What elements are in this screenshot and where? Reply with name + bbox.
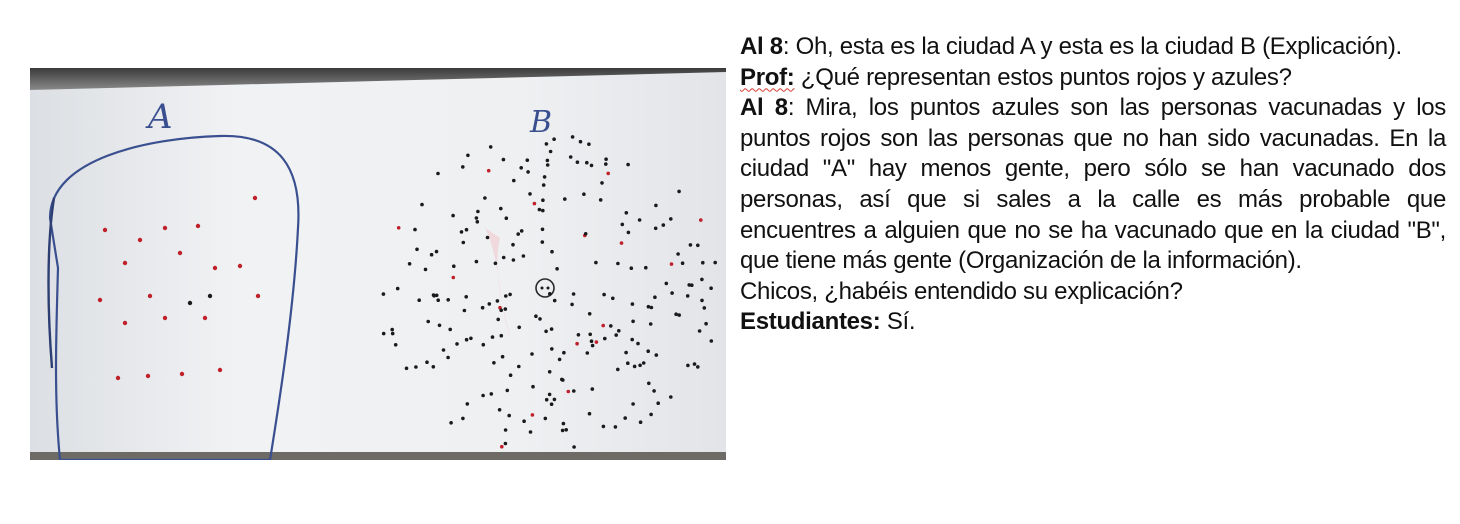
city-b-dot	[464, 295, 468, 299]
city-b-dot	[408, 262, 412, 266]
city-b-dot	[550, 347, 554, 351]
city-b-dot	[420, 203, 424, 207]
city-b-dot	[579, 140, 583, 144]
city-b-dot	[639, 420, 643, 424]
city-b-dot	[561, 429, 565, 433]
city-b-dot	[496, 299, 500, 303]
whiteboard-photo	[30, 68, 726, 460]
city-b-dot	[677, 190, 681, 194]
city-b-dot	[530, 352, 534, 356]
city-b-dot	[631, 302, 635, 306]
transcript-turn-3	[740, 93, 1446, 277]
city-a-dot	[123, 321, 127, 325]
city-b-dot	[502, 158, 506, 162]
city-b-dot	[631, 320, 635, 324]
transcript-turn-4	[740, 277, 1446, 308]
city-b-dot	[550, 250, 554, 254]
city-b-dot	[461, 417, 465, 421]
city-b-dot	[563, 197, 567, 201]
city-b-dot	[486, 236, 490, 240]
city-b-dot	[621, 223, 625, 227]
city-b-dot	[494, 262, 498, 266]
city-b-dot	[550, 327, 554, 331]
city-b-dot	[502, 256, 506, 260]
city-b-dot	[511, 243, 515, 247]
city-b-dot	[665, 282, 669, 286]
city-b-dot	[562, 422, 566, 426]
city-b-dot	[526, 158, 530, 162]
city-b-dot	[520, 229, 524, 233]
city-b-dot	[426, 320, 430, 324]
city-b-dot	[491, 335, 495, 339]
city-b-dot	[689, 243, 693, 247]
city-b-dot	[397, 226, 401, 230]
city-b-dot	[587, 142, 591, 146]
city-b-dot	[435, 294, 439, 298]
city-b-dot	[496, 318, 500, 322]
city-b-dot	[585, 161, 589, 165]
city-b-dot	[631, 402, 635, 406]
city-b-dot	[466, 402, 470, 406]
city-b-dot	[567, 390, 571, 394]
city-b-dot	[483, 196, 487, 200]
city-b-dot	[452, 264, 456, 268]
city-b-dot	[602, 293, 606, 297]
city-b-dot	[544, 330, 548, 334]
city-a-dot	[203, 316, 207, 320]
city-b-dot	[435, 250, 439, 254]
city-b-dot	[701, 261, 705, 265]
city-b-dot	[555, 267, 559, 271]
city-b-dot	[564, 428, 568, 432]
city-b-dot	[624, 351, 628, 355]
city-b-dot	[544, 417, 548, 421]
city-b-dot	[548, 292, 552, 296]
city-b-dot	[690, 283, 694, 287]
city-b-dot	[465, 338, 469, 342]
city-b-dot	[462, 241, 466, 245]
city-b-dot	[490, 392, 494, 396]
city-b-dot	[475, 260, 479, 264]
city-b-dot	[620, 241, 624, 245]
city-a-dot	[146, 374, 150, 378]
city-b-dot	[638, 364, 642, 368]
city-b-dot	[463, 309, 467, 313]
board-bottom-edge	[30, 452, 726, 460]
city-b-dot	[617, 329, 621, 333]
city-b-dot	[531, 413, 535, 417]
city-b-dot	[558, 358, 562, 362]
city-b-dot	[653, 295, 657, 299]
city-b-dot	[512, 179, 516, 183]
city-b-dot	[693, 362, 697, 366]
city-b-dot	[636, 342, 640, 346]
city-b-dot	[504, 307, 508, 311]
city-b-dot	[516, 232, 520, 236]
city-b-dot	[414, 365, 418, 369]
city-b-dot	[508, 293, 512, 297]
city-b-dot	[599, 198, 603, 202]
city-b-dot	[531, 385, 535, 389]
city-b-dot	[501, 355, 505, 359]
city-b-dot	[382, 292, 386, 296]
city-b-dot	[590, 339, 594, 343]
city-a-dot	[218, 368, 222, 372]
city-b-dot	[662, 223, 666, 227]
city-b-dot	[594, 261, 598, 265]
city-b-dot	[627, 231, 631, 235]
city-b-dot	[517, 365, 521, 369]
city-b-dot	[526, 170, 530, 174]
city-b-dot	[390, 328, 394, 332]
city-b-dot	[602, 425, 606, 429]
city-b-dot	[481, 394, 485, 398]
city-b-dot	[561, 378, 565, 382]
city-b-dot	[686, 364, 690, 368]
city-a-label: A	[148, 97, 173, 137]
speaker-label: Al 8	[740, 94, 788, 122]
city-b-dot	[448, 328, 452, 332]
city-b-dot	[492, 361, 496, 365]
city-b-dot	[489, 145, 493, 149]
city-b-dot	[638, 218, 642, 222]
city-b-dot	[582, 192, 586, 196]
city-b-dot	[482, 343, 486, 347]
city-b-dot	[455, 342, 459, 346]
speaker-label: Estudiantes:	[740, 308, 881, 336]
city-a-dot	[98, 298, 102, 302]
city-b-dot	[504, 428, 508, 432]
city-b-dot	[713, 261, 717, 265]
city-b-dot	[642, 361, 646, 365]
city-b-dot	[413, 228, 417, 232]
city-b-dot	[498, 408, 502, 412]
city-b-dot	[630, 338, 634, 342]
city-b-dot	[709, 286, 713, 290]
city-b-dot	[646, 349, 650, 353]
transcript-turn-2	[740, 63, 1446, 94]
city-b-dot	[650, 306, 654, 310]
city-b-dot	[500, 445, 504, 449]
city-a-dot	[180, 372, 184, 376]
city-b-dot	[704, 322, 708, 326]
city-b-dot	[595, 340, 599, 344]
city-a-dot	[253, 196, 257, 200]
city-b-dot	[528, 192, 532, 196]
city-b-dot	[591, 387, 595, 391]
city-a-dot	[116, 376, 120, 380]
marked-circle-dot	[547, 287, 550, 290]
city-b-dot	[654, 227, 658, 231]
city-b-dot	[703, 306, 707, 310]
city-b-dot	[649, 322, 653, 326]
city-b-label: B	[530, 105, 553, 140]
city-a-dot	[188, 301, 192, 305]
city-b-dot	[504, 442, 508, 446]
city-b-dot	[517, 326, 521, 330]
city-b-dot	[461, 165, 465, 169]
city-b-dot	[543, 175, 547, 179]
city-b-dot	[430, 253, 434, 257]
city-b-dot	[614, 333, 618, 337]
city-b-dot	[550, 402, 554, 406]
turn-text: Oh, esta es la ciudad A y esta es la ciudad B (Explicación).	[795, 33, 1402, 60]
city-b-dot	[442, 348, 446, 352]
city-b-dot	[519, 166, 523, 170]
city-b-dot	[614, 425, 618, 429]
city-b-dot	[623, 416, 627, 420]
turn-text: Chicos, ¿habéis entendido su explicación?	[740, 277, 1183, 305]
city-b-dot	[534, 314, 538, 318]
city-b-dot	[507, 414, 511, 418]
city-b-dot	[577, 333, 581, 337]
city-b-dot	[669, 217, 673, 221]
city-b-dot	[616, 368, 620, 372]
city-b-dot	[553, 299, 557, 303]
city-b-dot	[432, 365, 436, 369]
city-b-dot	[436, 172, 440, 176]
city-a-dot	[163, 226, 167, 230]
city-b-dot	[529, 430, 533, 434]
city-b-dot	[633, 365, 637, 369]
city-b-dot	[699, 218, 703, 222]
city-b-dot	[572, 292, 576, 296]
city-b-dot	[548, 370, 552, 374]
city-b-dot	[698, 329, 702, 333]
city-b-dot	[553, 398, 557, 402]
city-b-dot	[481, 306, 485, 310]
city-b-dot	[541, 240, 545, 244]
city-b-dot	[700, 299, 704, 303]
city-a-dot	[138, 238, 142, 242]
city-b-dot	[541, 228, 545, 232]
city-b-dot	[475, 216, 479, 220]
city-b-dot	[509, 373, 513, 377]
city-b-dot	[630, 266, 634, 270]
city-b-dot	[584, 232, 588, 236]
city-b-dot	[549, 150, 553, 154]
city-b-dot	[562, 351, 566, 355]
city-a-dot	[103, 228, 107, 232]
city-b-dot	[710, 339, 714, 343]
city-b-dot	[588, 412, 592, 416]
city-a-dot	[196, 224, 200, 228]
city-b-dot	[466, 154, 470, 158]
turn-text: Sí.	[886, 308, 916, 336]
city-b-dot	[415, 248, 419, 252]
city-a-dot	[178, 251, 182, 255]
speaker-label: Al 8	[740, 33, 783, 60]
city-b-dot	[591, 344, 595, 348]
board-surface	[30, 68, 726, 460]
city-b-dot	[588, 312, 592, 316]
city-b-dot	[670, 262, 674, 266]
city-b-dot	[576, 160, 580, 164]
city-b-dot	[548, 393, 552, 397]
city-b-dot	[677, 313, 681, 317]
city-a-dot	[238, 264, 242, 268]
city-b-dot	[604, 157, 608, 161]
marked-circle-dot	[541, 287, 544, 290]
city-b-dot	[541, 198, 545, 202]
whiteboard-image	[30, 68, 726, 460]
city-b-dot	[460, 230, 464, 234]
city-b-dot	[500, 334, 504, 338]
city-b-dot	[625, 211, 629, 215]
city-b-dot	[572, 389, 576, 393]
city-a-dot	[148, 294, 152, 298]
city-b-dot	[451, 214, 455, 218]
city-b-dot	[601, 324, 605, 328]
city-b-dot	[505, 216, 509, 220]
city-b-dot	[656, 401, 660, 405]
city-b-dot	[469, 337, 473, 341]
city-b-dot	[696, 244, 700, 248]
city-b-dot	[417, 298, 421, 302]
turn-text: ¿Qué representan estos puntos rojos y azules?	[800, 63, 1292, 91]
city-b-dot	[446, 356, 450, 360]
city-a-dot	[256, 294, 260, 298]
city-b-dot	[538, 208, 542, 212]
city-b-dot	[452, 276, 456, 280]
city-b-dot	[676, 252, 680, 256]
city-b-dot	[546, 163, 550, 167]
city-b-dot	[542, 183, 546, 187]
city-b-dot	[606, 172, 610, 176]
city-b-dot	[449, 421, 453, 425]
city-b-dot	[476, 220, 480, 224]
speaker-label: Prof:	[740, 63, 795, 91]
separator: :	[787, 94, 806, 122]
city-b-dot	[499, 309, 503, 313]
city-b-dot	[669, 395, 673, 399]
city-b-dot	[604, 162, 608, 166]
city-b-dot	[588, 333, 592, 337]
city-b-dot	[700, 278, 704, 282]
city-b-dot	[670, 291, 674, 295]
city-b-dot	[488, 302, 492, 306]
city-b-dot	[396, 287, 400, 291]
city-b-dot	[432, 293, 436, 297]
city-b-dot	[436, 298, 440, 302]
city-b-dot	[465, 228, 469, 232]
separator: :	[782, 33, 796, 60]
city-b-dot	[626, 361, 630, 365]
transcript-turn-5	[740, 307, 1446, 338]
city-b-dot	[649, 413, 653, 417]
city-a-dot	[123, 261, 127, 265]
city-b-dot	[654, 204, 658, 208]
city-a-dot	[208, 294, 212, 298]
city-b-dot	[476, 210, 480, 214]
city-b-dot	[616, 262, 620, 266]
city-a-dot	[213, 266, 217, 270]
city-b-dot	[438, 324, 442, 328]
city-b-dot	[506, 389, 510, 393]
city-b-dot	[575, 342, 579, 346]
city-b-dot	[644, 266, 648, 270]
city-b-dot	[647, 382, 651, 386]
city-b-dot	[552, 137, 556, 141]
city-b-dot	[391, 332, 395, 336]
city-b-dot	[405, 367, 409, 371]
transcript-turn-1	[740, 32, 1446, 63]
city-b-dot	[394, 343, 398, 347]
city-b-dot	[446, 298, 450, 302]
transcript	[740, 0, 1460, 524]
city-b-dot	[611, 297, 615, 301]
city-b-dot	[522, 254, 526, 258]
turn-text: Mira, los puntos azules son las personas vacunadas y los puntos rojos son las personas que no han sido vacunadas. En la ciudad "A" hay menos gente, pero sólo se han vacunado dos personas, así que si sales a la calle es más probable que encuentres a alguien que no se ha vacunado que en la ciudad "B", que tiene más gente (Organización de la información).	[740, 94, 1446, 275]
city-b-dot	[586, 351, 590, 355]
city-b-dot	[590, 164, 594, 168]
city-b-dot	[545, 398, 549, 402]
city-b-dot	[655, 353, 659, 357]
city-b-dot	[512, 258, 516, 262]
city-b-dot	[572, 445, 576, 449]
city-b-dot	[533, 202, 537, 206]
city-b-dot	[571, 135, 575, 139]
city-b-dot	[538, 317, 542, 321]
city-b-dot	[424, 268, 428, 272]
city-b-dot	[499, 207, 503, 211]
city-b-dot	[522, 419, 526, 423]
city-b-dot	[674, 312, 678, 316]
city-a-dot	[163, 316, 167, 320]
city-b-dot	[652, 389, 656, 393]
city-b-dot	[603, 337, 607, 341]
city-b-dot	[609, 324, 613, 328]
city-b-dot	[600, 181, 604, 185]
city-b-dot	[626, 163, 630, 167]
city-b-dot	[546, 159, 550, 163]
city-b-dot	[686, 294, 690, 298]
city-b-dot	[545, 142, 549, 146]
city-b-dot	[569, 155, 573, 159]
city-b-dot	[681, 261, 685, 265]
city-b-dot	[487, 169, 491, 173]
city-b-dot	[382, 332, 386, 336]
city-b-dot	[696, 365, 700, 369]
city-b-dot	[570, 303, 574, 307]
city-b-dot	[504, 294, 508, 298]
city-b-dot	[425, 360, 429, 364]
city-b-dot	[541, 209, 545, 213]
